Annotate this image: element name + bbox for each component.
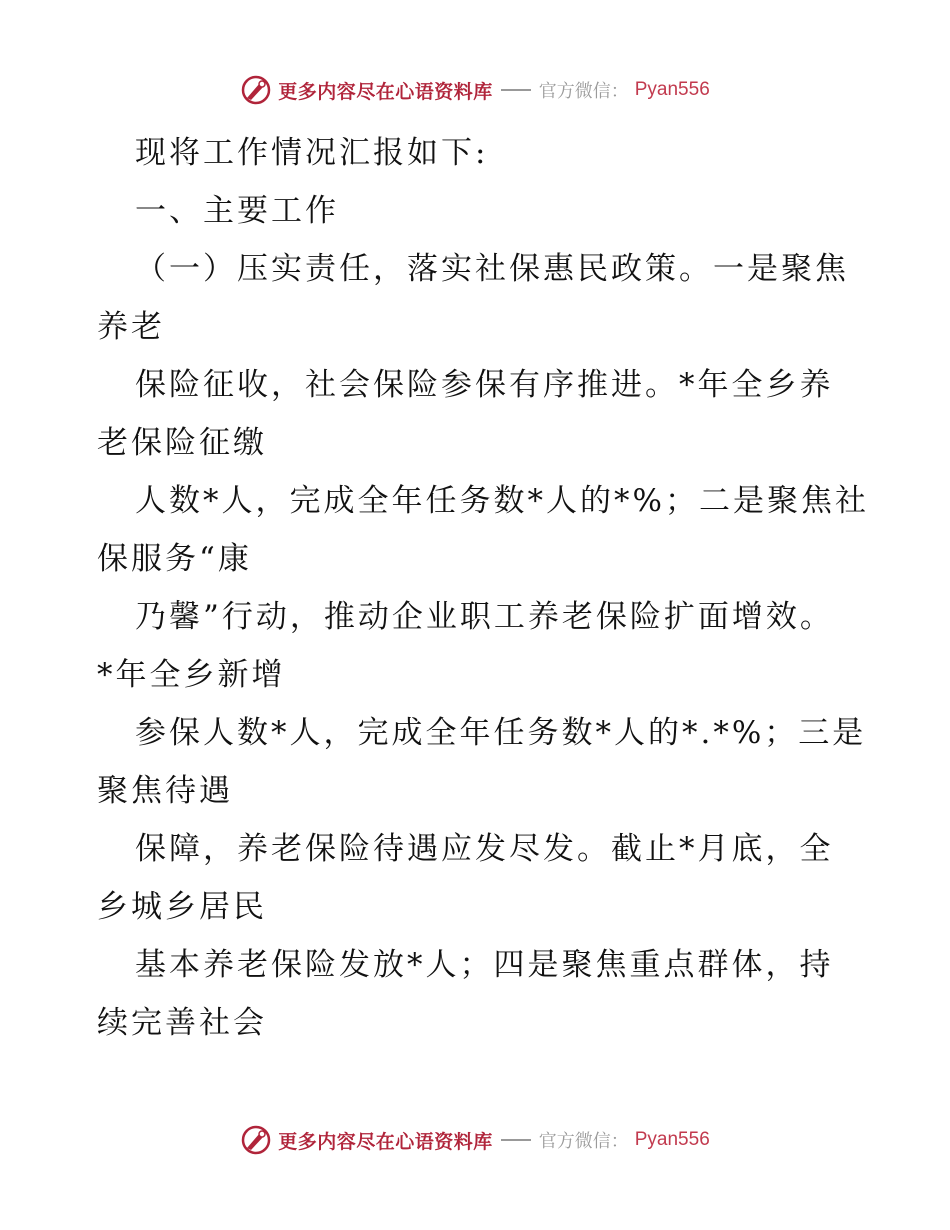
header-banner xyxy=(0,70,950,110)
banner-wechat-id: Pyan556 xyxy=(634,79,710,100)
doc-line: 现将工作情况汇报如下: xyxy=(135,135,489,171)
brand-logo-icon xyxy=(240,1124,272,1156)
doc-line: 基本养老保险发放*人；四是聚焦重点群体，持 xyxy=(135,947,834,983)
doc-line: 保服务“康 xyxy=(97,541,252,577)
doc-line: 养老 xyxy=(97,309,165,345)
doc-line: 参保人数*人，完成全年任务数*人的*.*%；三是 xyxy=(135,715,867,751)
banner-wechat-label: 官方微信： xyxy=(538,81,629,102)
doc-line: 老保险征缴 xyxy=(97,425,267,461)
doc-line: 乃馨”行动，推动企业职工养老保险扩面增效。 xyxy=(135,599,834,635)
banner-site-text: 更多内容尽在心语资料库 xyxy=(278,80,493,103)
banner-wechat-label: 官方微信： xyxy=(538,1131,629,1152)
document-body xyxy=(97,124,869,1052)
doc-line: 乡城乡居民 xyxy=(97,889,267,925)
doc-line: 人数*人，完成全年任务数*人的*%；二是聚焦社 xyxy=(135,483,869,519)
section-heading: 一、主要工作 xyxy=(135,193,339,229)
doc-line: 保险征收，社会保险参保有序推进。*年全乡养 xyxy=(135,367,834,403)
banner-wechat-id: Pyan556 xyxy=(634,1129,710,1150)
banner-site-text: 更多内容尽在心语资料库 xyxy=(278,1130,493,1153)
doc-line: *年全乡新增 xyxy=(97,657,286,693)
doc-line: 聚焦待遇 xyxy=(97,773,233,809)
doc-line: （一）压实责任，落实社保惠民政策。一是聚焦 xyxy=(135,251,849,287)
banner-separator xyxy=(501,89,531,91)
banner-separator xyxy=(501,1139,531,1141)
doc-line: 续完善社会 xyxy=(97,1005,267,1041)
brand-logo-icon xyxy=(240,74,272,106)
doc-line: 保障，养老保险待遇应发尽发。截止*月底，全 xyxy=(135,831,834,867)
footer-banner xyxy=(0,1120,950,1160)
